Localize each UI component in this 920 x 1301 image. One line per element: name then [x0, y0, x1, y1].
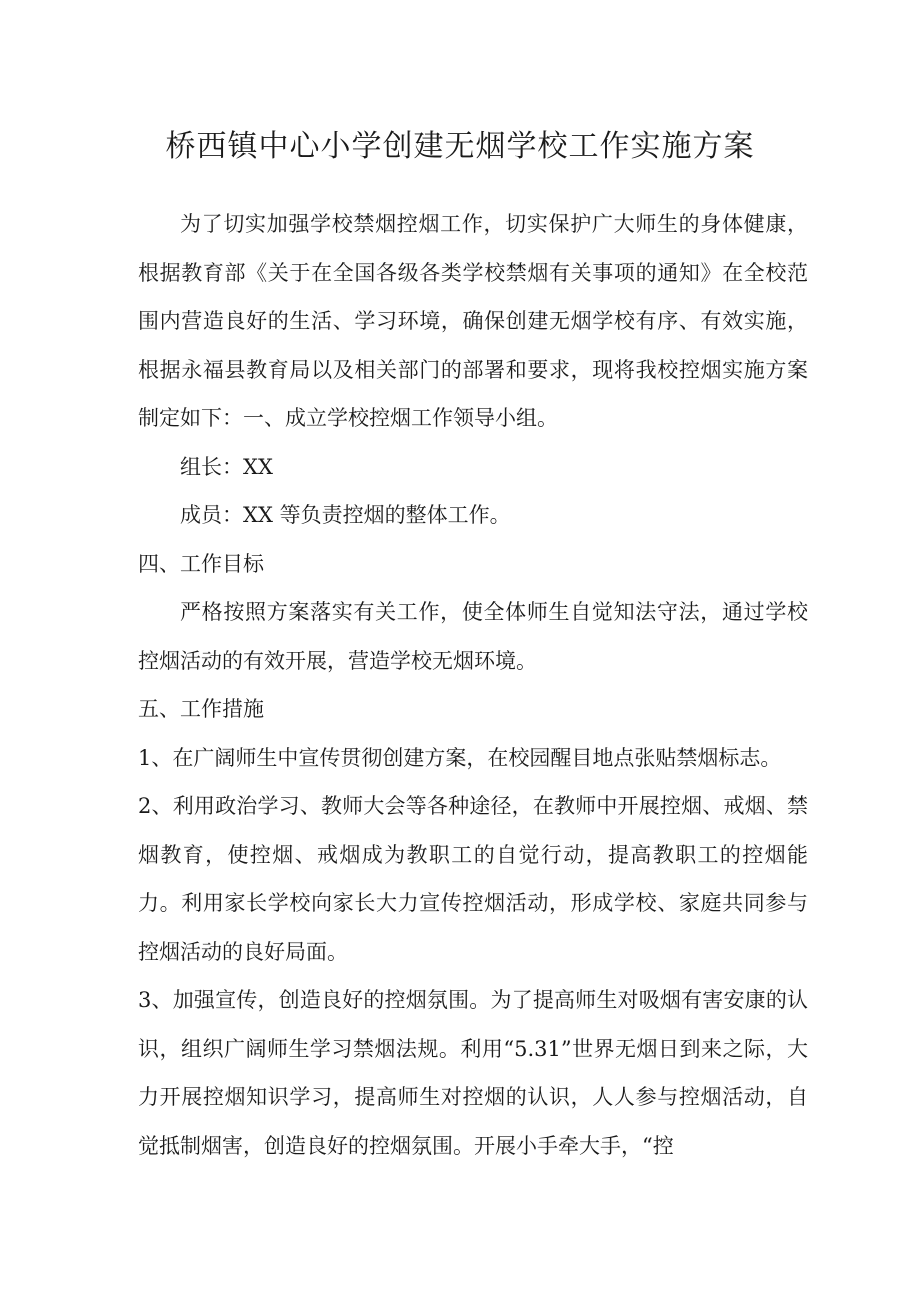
section-heading-goals: 四、工作目标 — [138, 551, 264, 576]
measure-item-3: 3、加强宣传，创造良好的控烟氛围。为了提高师生对吸烟有害安康的认识，组织广阔师生学习禁烟法规。利用“5.31”世界无烟日到来之际，大力开展控烟知识学习，提高师生对控烟的认识，人人参与控烟活动，自觉抵制烟害，创造良好的控烟氛围。开展小手牵大手，“控 — [138, 988, 808, 1158]
intro-paragraph: 为了切实加强学校禁烟控烟工作，切实保护广大师生的身体健康，根据教育部《关于在全国各级各类学校禁烟有关事项的通知》在全校范围内营造良好的生活、学习环境，确保创建无烟学校有序、有效实施，根据永福县教育局以及相关部门的部署和要求，现将我校控烟实施方案制定如下：一、成立学校控烟工作领导小组。 — [138, 212, 808, 430]
section-heading-measures: 五、工作措施 — [138, 697, 264, 721]
measure-item-1: 1、在广阔师生中宣传贯彻创建方案，在校园醒目地点张贴禁烟标志。 — [138, 745, 782, 770]
members-line: 成员：XX 等负责控烟的整体工作。 — [180, 503, 511, 527]
leader-line: 组长：XX — [180, 454, 273, 479]
document-title: 桥西镇中心小学创建无烟学校工作实施方案 — [165, 129, 755, 164]
document-body — [138, 200, 808, 1170]
measure-item-2: 2、利用政治学习、教师大会等各种途径，在教师中开展控烟、戒烟、禁烟教育，使控烟、戒烟成为教职工的自觉行动，提高教职工的控烟能力。利用家长学校向家长大力宣传控烟活动，形成学校、家庭共同参与控烟活动的良好局面。 — [138, 794, 808, 964]
goals-paragraph: 严格按照方案落实有关工作，使全体师生自觉知法守法，通过学校控烟活动的有效开展，营造学校无烟环境。 — [138, 600, 808, 673]
